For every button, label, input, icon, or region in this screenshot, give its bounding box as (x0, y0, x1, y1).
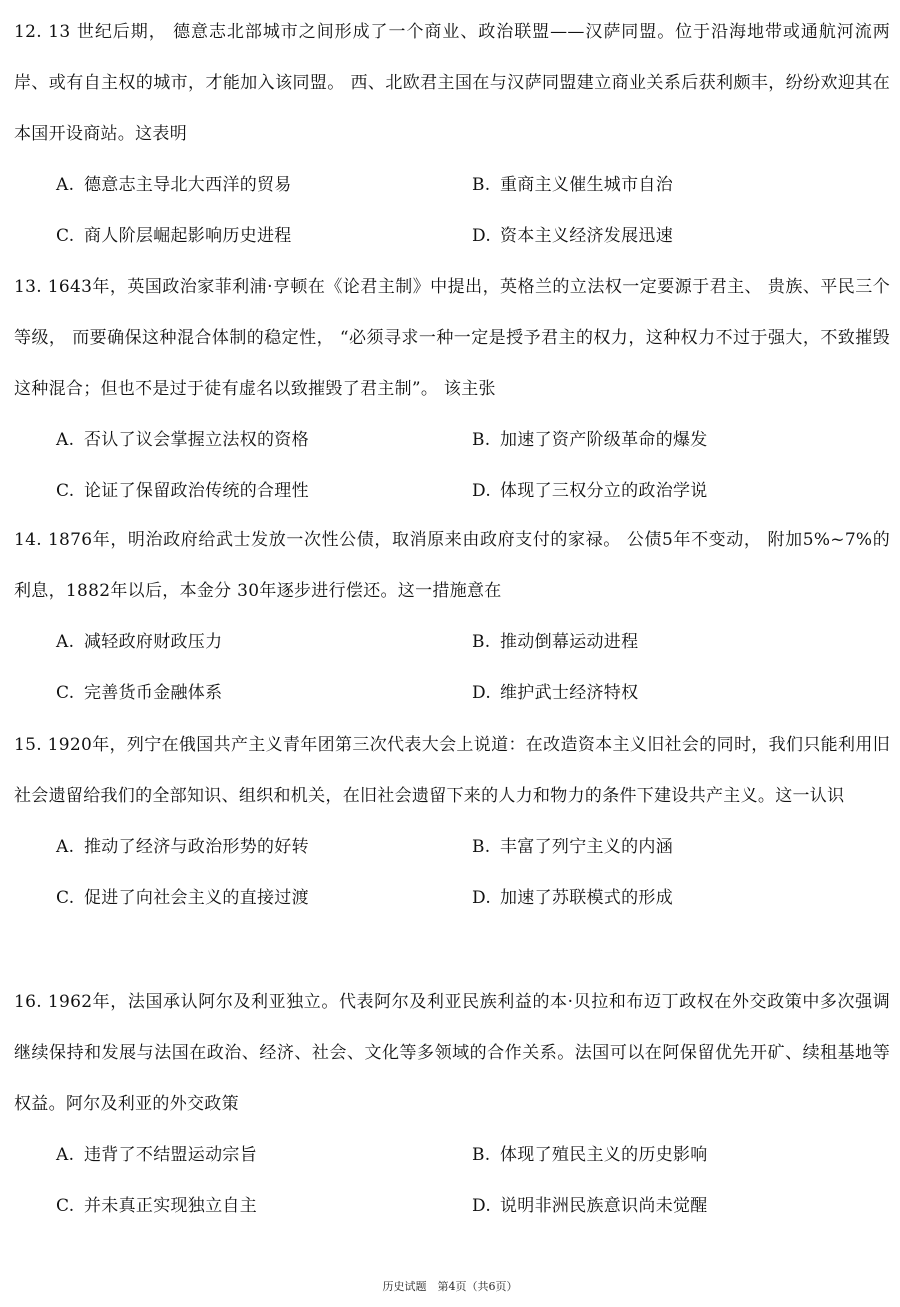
option-letter: B. (472, 430, 491, 450)
option-letter: A. (56, 837, 75, 857)
option-text: 论证了保留政治传统的合理性 (84, 481, 309, 501)
question-stem: 16. 1962年，法国承认阿尔及利亚独立。代表阿尔及利亚民族利益的本·贝拉和布迈丁政权在外交政策中多次强调继续保持和发展与法国在政治、经济、社会、文化等多领域的合作关系。法国可以在阿保留优先开矿、续租基地等权益。阿尔及利亚的外交政策 (14, 992, 890, 1114)
option-letter: B. (472, 632, 491, 652)
question-13 (14, 262, 890, 517)
option-letter: A. (56, 175, 75, 195)
option-group (14, 160, 890, 262)
option-b (472, 617, 638, 668)
option-letter: A. (56, 632, 75, 652)
option-text: 体现了殖民主义的历史影响 (500, 1145, 708, 1165)
option-d (472, 873, 673, 924)
page-footer: 历史试题 第4页（共6页） (382, 1280, 518, 1293)
option-group (14, 1130, 890, 1232)
option-text: 体现了三权分立的政治学说 (500, 481, 708, 501)
option-letter: C. (56, 888, 75, 908)
option-letter: D. (472, 226, 492, 246)
option-b (472, 160, 673, 211)
option-text: 商人阶层崛起影响历史进程 (84, 226, 292, 246)
option-text: 完善货币金融体系 (84, 683, 223, 703)
option-text: 推动了经济与政治形势的好转 (84, 837, 309, 857)
question-stem: 15. 1920年，列宁在俄国共产主义青年团第三次代表大会上说道：在改造资本主义旧社会的同时，我们只能利用旧社会遗留给我们的全部知识、组织和机关，在旧社会遗留下来的人力和物力的条件下建设共产主义。这一认识 (14, 735, 890, 806)
option-letter: C. (56, 481, 75, 501)
option-letter: B. (472, 175, 491, 195)
option-c (56, 466, 309, 517)
option-letter: C. (56, 683, 75, 703)
option-d (472, 211, 673, 262)
option-a (56, 415, 309, 466)
option-text: 否认了议会掌握立法权的资格 (84, 430, 309, 450)
option-letter: D. (472, 1196, 492, 1216)
option-text: 促进了向社会主义的直接过渡 (84, 888, 309, 908)
option-c (56, 1181, 257, 1232)
question-stem: 13. 1643年，英国政治家菲利浦·亨顿在《论君主制》中提出，英格兰的立法权一定要源于君主、 贵族、平民三个等级， 而要确保这种混合体制的稳定性， “必须寻求一种一定是授予君主的权力，这种权力不过于强大，不致摧毁这种混合；但也不是过于徒有虚名以致摧毁了君主制”。 该主张 (14, 277, 890, 399)
option-letter: D. (472, 888, 492, 908)
option-text: 违背了不结盟运动宗旨 (84, 1145, 257, 1165)
option-text: 资本主义经济发展迅速 (500, 226, 673, 246)
option-letter: B. (472, 1145, 491, 1165)
option-b (472, 415, 708, 466)
option-c (56, 211, 292, 262)
option-a (56, 1130, 257, 1181)
option-text: 并未真正实现独立自主 (84, 1196, 257, 1216)
option-group (14, 822, 890, 924)
question-14 (14, 515, 890, 719)
option-b (472, 1130, 708, 1181)
option-letter: C. (56, 1196, 75, 1216)
option-text: 德意志主导北大西洋的贸易 (84, 175, 292, 195)
option-d (472, 668, 638, 719)
option-group (14, 415, 890, 517)
option-text: 重商主义催生城市自治 (500, 175, 673, 195)
option-text: 说明非洲民族意识尚未觉醒 (500, 1196, 708, 1216)
option-a (56, 822, 309, 873)
option-d (472, 466, 708, 517)
option-d (472, 1181, 708, 1232)
question-16 (14, 977, 890, 1232)
option-c (56, 873, 309, 924)
option-text: 推动倒幕运动进程 (500, 632, 639, 652)
question-12 (14, 7, 890, 262)
option-letter: D. (472, 481, 492, 501)
option-text: 减轻政府财政压力 (84, 632, 223, 652)
option-text: 加速了资产阶级革命的爆发 (500, 430, 708, 450)
option-letter: B. (472, 837, 491, 857)
option-text: 加速了苏联模式的形成 (500, 888, 673, 908)
option-letter: A. (56, 430, 75, 450)
question-15 (14, 720, 890, 924)
question-stem: 12. 13 世纪后期， 德意志北部城市之间形成了一个商业、政治联盟——汉萨同盟。位于沿海地带或通航河流两岸、或有自主权的城市，才能加入该同盟。 西、北欧君主国在与汉萨同盟建立商业关系后获利颇丰，纷纷欢迎其在本国开设商站。这表明 (14, 22, 890, 144)
option-letter: D. (472, 683, 492, 703)
option-text: 丰富了列宁主义的内涵 (500, 837, 673, 857)
option-c (56, 668, 222, 719)
option-a (56, 160, 292, 211)
option-a (56, 617, 222, 668)
option-group (14, 617, 890, 719)
option-letter: C. (56, 226, 75, 246)
option-letter: A. (56, 1145, 75, 1165)
option-text: 维护武士经济特权 (500, 683, 639, 703)
question-stem: 14. 1876年，明治政府给武士发放一次性公债，取消原来由政府支付的家禄。 公债5年不变动， 附加5%~7%的利息，1882年以后，本金分 30年逐步进行偿还。这一措施意在 (14, 530, 890, 601)
option-b (472, 822, 673, 873)
